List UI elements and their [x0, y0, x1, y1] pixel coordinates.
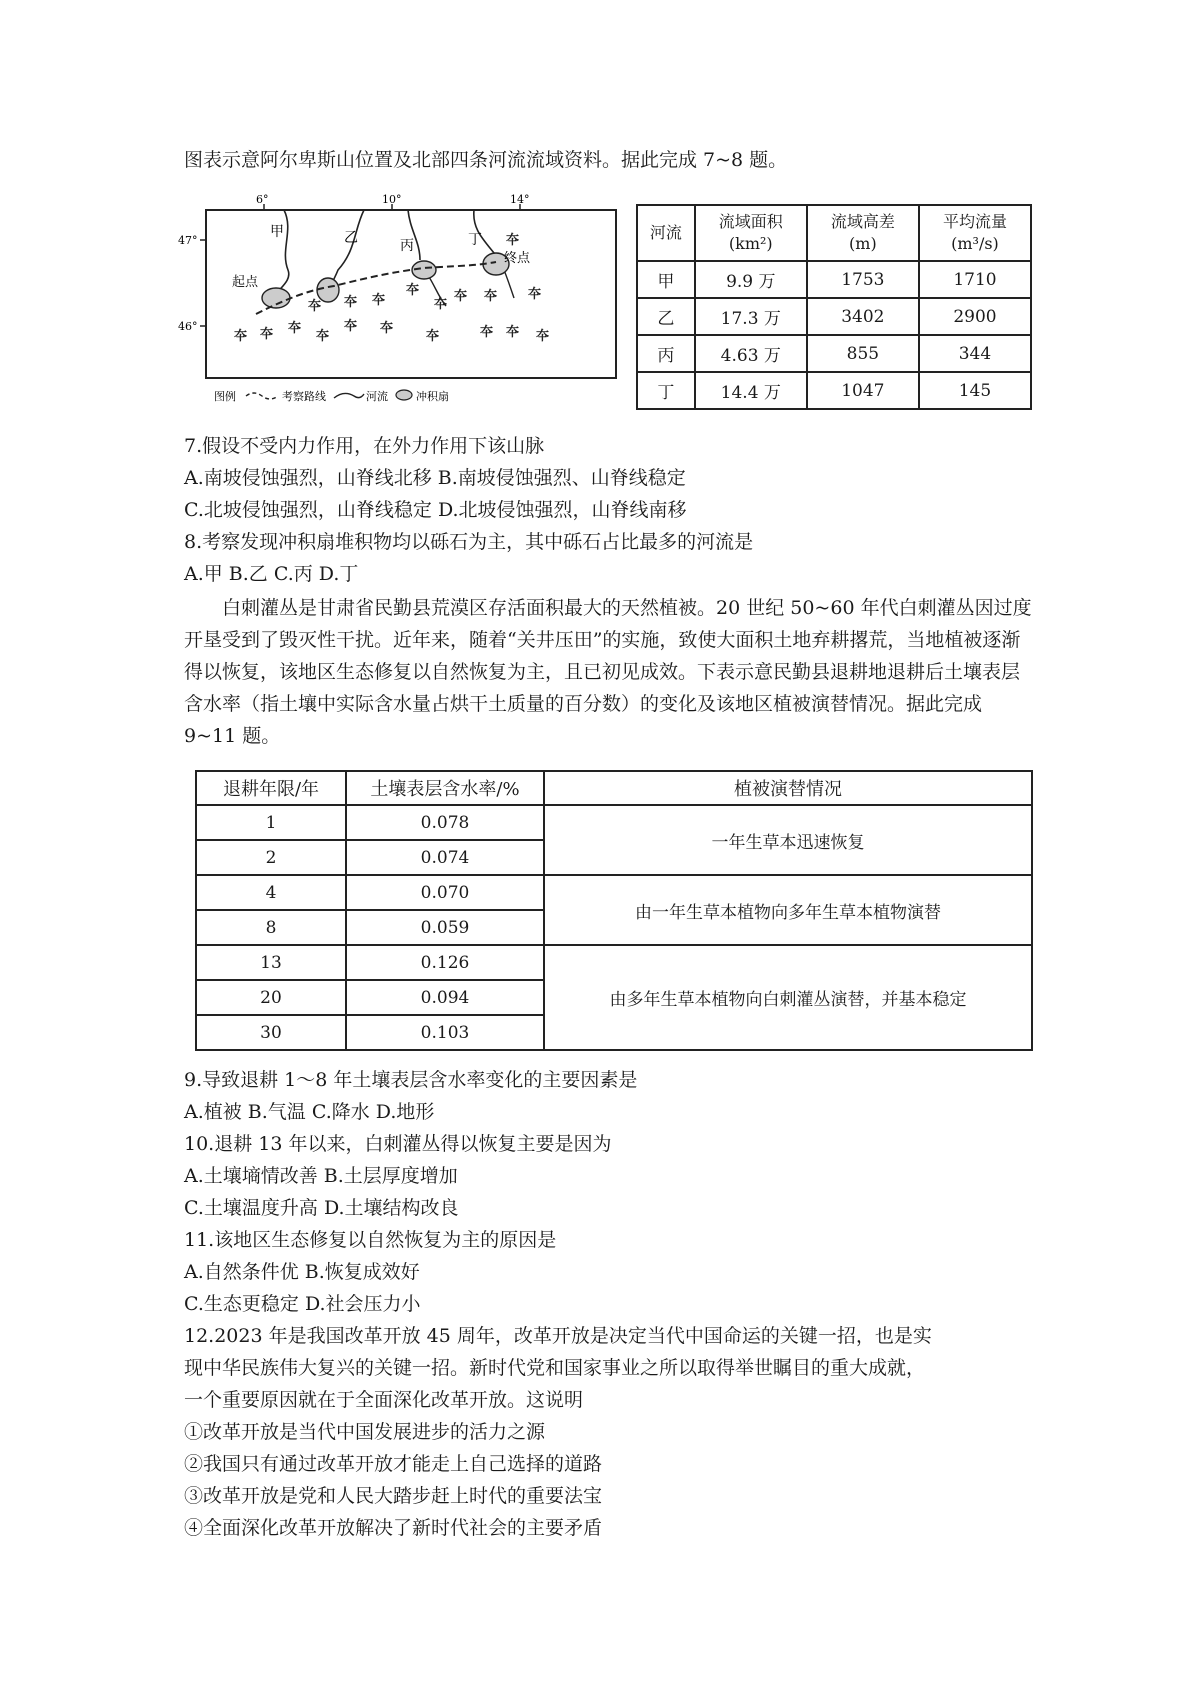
q12-item-2: ②我国只有通过改革开放才能走上自己选择的道路	[184, 1453, 603, 1475]
intro-text: 图表示意阿尔卑斯山位置及北部四条河流流域资料。据此完成 7~8 题。	[184, 149, 788, 171]
start-label: 起点	[232, 275, 259, 290]
table-row: 丙 4.63 万 855 344	[637, 335, 1031, 372]
svg-text:夲: 夲	[506, 233, 520, 248]
q8-options: A.甲 B.乙 C.丙 D.丁	[184, 563, 359, 585]
table-row: 20 0.094	[196, 980, 1032, 1015]
svg-text:夲: 夲	[426, 329, 440, 344]
svg-text:夲: 夲	[344, 319, 358, 334]
table-row: 丁 14.4 万 1047 145	[637, 372, 1031, 409]
q12-item-4: ④全面深化改革开放解决了新时代社会的主要矛盾	[184, 1517, 603, 1539]
soil-moisture-table	[195, 770, 1033, 1051]
river-label-yi: 乙	[344, 230, 358, 246]
q12-stem-line2: 现中华民族伟大复兴的关键一招。新时代党和国家事业之所以取得举世瞩目的重大成就，	[184, 1357, 926, 1379]
svg-text:夲: 夲	[260, 327, 274, 342]
q10-options-line2: C.土壤温度升高 D.土壤结构改良	[184, 1197, 459, 1219]
table-row: 4 0.070 由一年生草本植物向多年生草本植物演替	[196, 875, 1032, 910]
header-years: 退耕年限/年	[196, 771, 346, 805]
svg-text:夲: 夲	[528, 287, 542, 302]
header-elevation: 流域高差 (m)	[807, 205, 919, 261]
river-data-table	[636, 204, 1032, 410]
svg-text:河流: 河流	[366, 390, 388, 403]
header-area: 流域面积 (km²)	[695, 205, 807, 261]
q7-options-line1: A.南坡侵蚀强烈，山脊线北移 B.南坡侵蚀强烈、山脊线稳定	[184, 467, 686, 489]
end-label: 终点	[504, 251, 531, 266]
q9-options: A.植被 B.气温 C.降水 D.地形	[184, 1101, 435, 1123]
table-row: 8 0.059	[196, 910, 1032, 945]
svg-text:夲: 夲	[454, 289, 468, 304]
river-label-jia: 甲	[270, 224, 284, 240]
svg-text:夲: 夲	[434, 297, 448, 312]
header-moisture: 土壤表层含水率/%	[346, 771, 544, 805]
header-flow: 平均流量 (m³/s)	[919, 205, 1031, 261]
succession-stage-3: 由多年生草本植物向白刺灌丛演替，并基本稳定	[544, 945, 1032, 1050]
svg-text:夲: 夲	[506, 325, 520, 340]
q11-options-line2: C.生态更稳定 D.社会压力小	[184, 1293, 421, 1315]
svg-text:夲: 夲	[344, 295, 358, 310]
passage: 白刺灌丛是甘肃省民勤县荒漠区存活面积最大的天然植被。20 世纪 50~60 年代白刺灌丛因过度开垦受到了毁灭性干扰。近年来，随着“关井压田”的实施，致使大面积土地弃耕撂荒，当地植被逐渐得以恢复，该地区生态修复以自然恢复为主，且已初见成效。下表示意民勤县退耕地退耕后土壤表层含水率（指土壤中实际含水量占烘干土质量的百分数）的变化及该地区植被演替情况。据此完成 9~11 题。	[184, 597, 1032, 747]
svg-text:夲: 夲	[480, 325, 494, 340]
lat-label-46: 46°	[178, 320, 198, 333]
succession-stage-1: 一年生草本迅速恢复	[544, 805, 1032, 875]
river-label-bing: 丙	[400, 238, 414, 254]
svg-text:夲: 夲	[288, 321, 302, 336]
svg-text:夲: 夲	[234, 329, 248, 344]
river-label-ding: 丁	[468, 232, 482, 248]
q10-stem: 10.退耕 13 年以来，白刺灌丛得以恢复主要是因为	[184, 1133, 612, 1155]
svg-text:夲: 夲	[536, 329, 550, 344]
lon-label-6: 6°	[256, 193, 269, 206]
svg-text:夲: 夲	[380, 321, 394, 336]
q12-stem-line3: 一个重要原因就在于全面深化改革开放。这说明	[184, 1389, 584, 1411]
q10-options-line1: A.土壤墒情改善 B.土层厚度增加	[184, 1165, 458, 1187]
table-row: 甲 9.9 万 1753 1710	[637, 261, 1031, 298]
svg-text:夲: 夲	[316, 329, 330, 344]
svg-text:夲: 夲	[372, 293, 386, 308]
header-river: 河流	[637, 205, 695, 261]
alps-map	[178, 190, 624, 408]
table-row: 30 0.103	[196, 1015, 1032, 1050]
q11-stem: 11.该地区生态修复以自然恢复为主的原因是	[184, 1229, 557, 1251]
lat-label-47: 47°	[178, 234, 198, 247]
lon-label-14: 14°	[510, 193, 530, 206]
table-header-row	[637, 205, 1031, 261]
svg-text:冲积扇: 冲积扇	[416, 390, 449, 403]
q12-item-3: ③改革开放是党和人民大踏步赶上时代的重要法宝	[184, 1485, 603, 1507]
table-row: 2 0.074	[196, 840, 1032, 875]
q7-options-line2: C.北坡侵蚀强烈，山脊线稳定 D.北坡侵蚀强烈，山脊线南移	[184, 499, 687, 521]
svg-text:图例: 图例	[214, 390, 236, 403]
q12-item-1: ①改革开放是当代中国发展进步的活力之源	[184, 1421, 546, 1443]
q9-stem: 9.导致退耕 1～8 年土壤表层含水率变化的主要因素是	[184, 1069, 638, 1091]
fan-jia	[262, 288, 290, 308]
svg-text:夲: 夲	[406, 283, 420, 298]
q12-stem-line1: 12.2023 年是我国改革开放 45 周年，改革开放是决定当代中国命运的关键一招，也是实	[184, 1325, 932, 1347]
table-row: 乙 17.3 万 3402 2900	[637, 298, 1031, 335]
river-yi	[328, 210, 364, 290]
q11-options-line1: A.自然条件优 B.恢复成效好	[184, 1261, 420, 1283]
svg-text:考察路线: 考察路线	[282, 390, 326, 403]
header-succession: 植被演替情况	[544, 771, 1032, 805]
succession-stage-2: 由一年生草本植物向多年生草本植物演替	[544, 875, 1032, 945]
table-row: 1 0.078 一年生草本迅速恢复	[196, 805, 1032, 840]
q7-stem: 7.假设不受内力作用，在外力作用下该山脉	[184, 435, 545, 457]
svg-text:夲: 夲	[484, 289, 498, 304]
q8-stem: 8.考察发现冲积扇堆积物均以砾石为主，其中砾石占比最多的河流是	[184, 531, 754, 553]
lon-label-10: 10°	[382, 193, 402, 206]
river-jia	[276, 210, 289, 294]
table-row: 13 0.126 由多年生草本植物向白刺灌丛演替，并基本稳定	[196, 945, 1032, 980]
map-legend	[214, 389, 449, 403]
table-header-row	[196, 771, 1032, 805]
svg-text:夲: 夲	[308, 299, 322, 314]
